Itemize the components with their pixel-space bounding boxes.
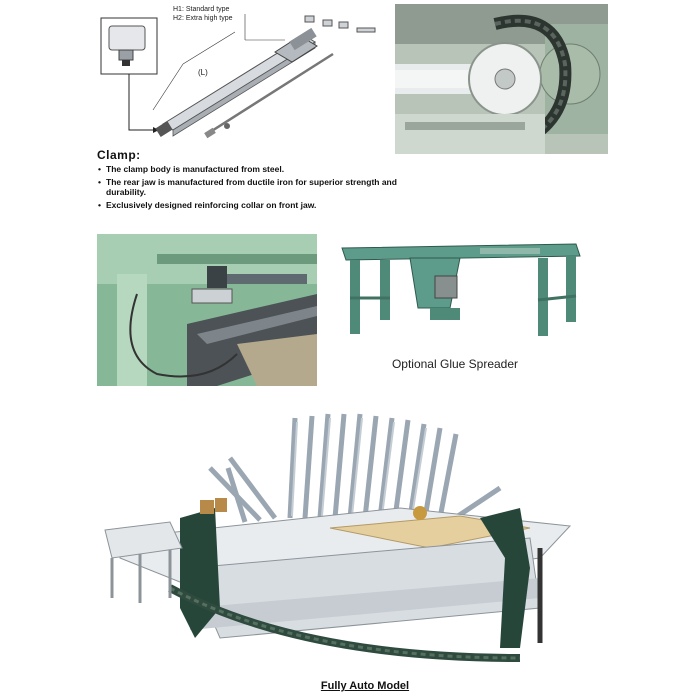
clamp-bullet: • The rear jaw is manufactured from ductile iron for superior strength and durability.: [97, 177, 397, 198]
h2-label: H2: Extra high type: [173, 15, 233, 22]
clamp-bullet: • Exclusively designed reinforcing collar on front jaw.: [97, 200, 397, 211]
length-label: (L): [198, 68, 208, 77]
fully-auto-caption: Fully Auto Model: [320, 680, 410, 692]
sensor-detail-photo: [97, 234, 317, 386]
chain-drive-photo: [395, 4, 608, 154]
glue-spreader-photo: [340, 238, 582, 348]
clamp-title: Clamp:: [97, 148, 141, 162]
clamp-diagram: [95, 6, 385, 146]
clamp-bullet-list: [97, 164, 397, 210]
clamp-info: [97, 148, 397, 212]
clamp-diagram-graphic: [95, 6, 385, 146]
h1-label: H1: Standard type: [173, 6, 230, 13]
glue-spreader-caption: Optional Glue Spreader: [391, 357, 519, 371]
clamp-bullet: • The clamp body is manufactured from steel.: [97, 164, 397, 175]
fully-auto-machine-photo: [100, 408, 578, 678]
